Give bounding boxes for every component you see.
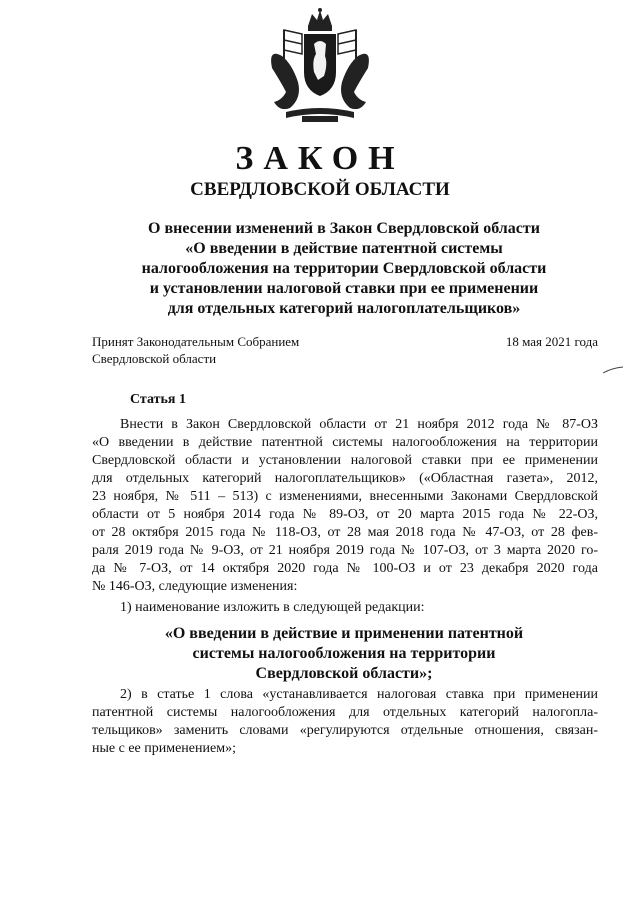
paragraph-line: Внести в Закон Свердловской области от 21 ноября 2012 года № 87-ОЗ (120, 417, 598, 432)
quote-line: системы налогообложения на территории (192, 645, 496, 662)
quote-line: Свердловской области»; (255, 665, 433, 682)
article-title: Статья 1 (130, 392, 186, 407)
adoption-date: 18 мая 2021 года (505, 334, 598, 349)
adoption-line: Свердловской области (92, 351, 217, 366)
region-title: СВЕРДЛОВСКОЙ ОБЛАСТИ (190, 179, 450, 200)
law-title: ЗАКОН (235, 140, 405, 177)
paragraph-line: от 28 октября 2015 года № 118-ОЗ, от 28 мая 2018 года № 47-ОЗ, от 28 фев- (92, 525, 598, 540)
paragraph-line: области от 5 ноября 2014 года № 89-ОЗ, от 20 марта 2015 года № 22-ОЗ, (92, 507, 598, 522)
item-line: патентной системы налогообложения для отдельных категорий налогопла- (92, 705, 598, 720)
article-paragraph-1 (92, 416, 598, 596)
coat-of-arms-icon (262, 8, 378, 126)
adoption-note (92, 333, 299, 367)
law-heading (80, 219, 608, 319)
paragraph-line: Свердловской области и установлении налоговой ставки при ее применении (92, 453, 598, 468)
paragraph-line: раля 2019 года № 9-ОЗ, от 21 ноября 2019 года № 107-ОЗ, от 3 марта 2020 го- (92, 543, 598, 558)
heading-line: налогообложения на территории Свердловской области (141, 260, 547, 277)
article-item-1 (92, 599, 598, 617)
item-line: тельщиков» заменить словами «регулируются отдельные отношения, связан- (92, 723, 598, 738)
adoption-line: Принят Законодательным Собранием (92, 334, 300, 349)
new-title-quote (80, 624, 608, 684)
item-line: 2) в статье 1 слова «устанавливается налоговая ставка при применении (120, 687, 598, 702)
item-line: ные с ее применением»; (92, 741, 236, 756)
heading-line: для отдельных категорий налогоплательщиков» (167, 300, 521, 317)
heading-line: «О введении в действие патентной системы (185, 240, 503, 257)
heading-line: и установлении налоговой ставки при ее применении (149, 280, 539, 297)
paragraph-line: № 146-ОЗ, следующие изменения: (92, 579, 298, 594)
paragraph-line: «О введении в действие патентной системы налогообложения на территории (92, 435, 598, 450)
pen-mark-icon (602, 366, 624, 374)
coat-of-arms-emblem (262, 8, 378, 126)
paragraph-line: да № 7-ОЗ, от 14 октября 2020 года № 100-ОЗ и от 23 декабря 2020 года (92, 561, 598, 576)
article-item-2 (92, 686, 598, 758)
item-line: 1) наименование изложить в следующей редакции: (120, 600, 425, 615)
paragraph-line: 23 ноября, № 511 – 513) с изменениями, внесенными Законами Свердловской (92, 489, 598, 504)
quote-line: «О введении в действие и применении патентной (164, 625, 524, 642)
paragraph-line: для отдельных категорий налогоплательщиков» («Областная газета», 2012, (92, 471, 598, 486)
heading-line: О внесении изменений в Закон Свердловской области (148, 220, 540, 237)
